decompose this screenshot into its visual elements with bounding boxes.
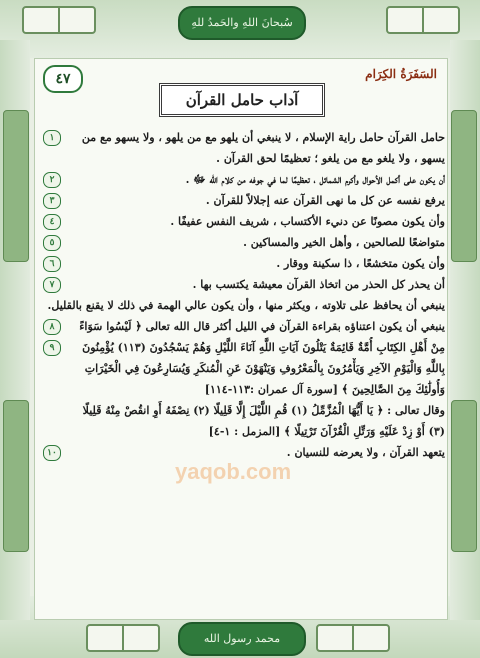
text-line (41, 169, 445, 190)
text-line (41, 190, 445, 211)
line-text: بِاللَّهِ وَالْيَوْمِ الآخِرِ وَيَأْمُرُونَ بِالْمَعْرُوفِ وَيَنْهَوْنَ عَنِ الْمُنكَرِ وَيُسَارِعُونَ فِي الْخَيْرَاتِ (84, 362, 445, 375)
line-text: وأن يكون مصونًا عن دنيء الأكتساب ، شريف النفس عفيفًا . (170, 215, 445, 228)
line-text: ينبغي أن يكون اعتناؤه بقراءة القرآن في الليل أكثر قال الله تعالى ﴿ لَيْسُوا سَوَاءً (79, 320, 445, 333)
calligraphy-panel-right-bottom (451, 400, 477, 552)
text-line (41, 316, 445, 337)
item-number-badge: ٩ (43, 340, 61, 356)
item-number-badge: ٧ (43, 277, 61, 293)
item-number-badge: ١٠ (43, 445, 61, 461)
line-text: مِنْ أَهْلِ الكِتَابِ أُمَّةٌ قَائِمَةٌ يَتْلُونَ آيَاتِ اللَّهِ آنَاءَ اللَّيْلِ وَهُمْ يَسْجُدُونَ (١١٣) يُؤْمِنُونَ (82, 341, 445, 354)
line-text: يرفع نفسه عن كل ما نهى القرآن عنه إجلالاً للقرآن . (205, 194, 445, 207)
calligraphy-panel-right-top (451, 110, 477, 262)
line-text: وَأُولَٰئِكَ مِنَ الصَّالِحِينَ ﴾ [سورة آل عمران :١١٣-١١٤] (204, 383, 445, 396)
chapter-header: السَفَرَةُ الكِرَام (365, 67, 437, 81)
bottom-calligraphy-banner: محمد رسول الله (178, 622, 306, 656)
line-text: وقال تعالى : ﴿ يَا أَيُّهَا الْمُزَّمِّلُ (١) قُمِ اللَّيْلَ إِلَّا قَلِيلًا (٢) نِصْفَهُ أَوِ انقُصْ مِنْهُ قَلِيلًا (82, 404, 445, 417)
page-number: ٤٧ (43, 65, 83, 93)
text-line (41, 400, 445, 421)
page-content (34, 58, 448, 620)
item-number-badge: ٨ (43, 319, 61, 335)
line-text: يسهو ، ولا يلغو مع من يلغو ؛ تعظيمًا لحق القرآن . (216, 152, 445, 165)
text-line (41, 253, 445, 274)
item-number-badge: ٦ (43, 256, 61, 272)
item-number-badge: ٥ (43, 235, 61, 251)
item-number-badge: ٤ (43, 214, 61, 230)
line-text: وأن يكون متخشعًا ، ذا سكينة ووقار . (276, 257, 445, 270)
line-text: أن يحذر كل الحذر من اتخاذ القرآن معيشة يكتسب بها . (192, 278, 445, 291)
text-line (41, 148, 445, 169)
quran-book-icon (386, 6, 460, 34)
line-text: أن يكون على أكمل الأحوال وأكرم الشمائل ، تعظيمًا لما في جوفه من كلام الله ﷻ . (185, 173, 445, 186)
item-number-badge: ٣ (43, 193, 61, 209)
top-calligraphy-banner: سُبحانَ اللهِ والحَمدُ للهِ (178, 6, 306, 40)
line-text: (٣) أَوْ زِدْ عَلَيْهِ وَرَتِّلِ الْقُرْآنَ تَرْتِيلًا ﴾ [المزمل : ١-٤] (208, 425, 445, 438)
line-text: متواضعًا للصالحين ، وأهل الخير والمساكين . (243, 236, 445, 249)
text-line (41, 337, 445, 358)
text-line (41, 421, 445, 442)
text-line (41, 358, 445, 379)
text-line (41, 211, 445, 232)
text-line (41, 295, 445, 316)
calligraphy-panel-left-top (3, 110, 29, 262)
quran-book-icon (316, 624, 390, 652)
item-number-badge: ١ (43, 130, 61, 146)
quran-book-icon (86, 624, 160, 652)
text-line (41, 274, 445, 295)
page-title: آداب حامل القرآن (159, 83, 325, 117)
text-line (41, 379, 445, 400)
item-number-badge: ٢ (43, 172, 61, 188)
line-text: ينبغي أن يحافظ على تلاوته ، ويكثر منها ، وأن يكون عالي الهمة في ذلك لا يقنع بالقليل. (47, 299, 445, 312)
text-line (41, 127, 445, 148)
quran-book-icon (22, 6, 96, 34)
line-text: حامل القرآن حامل راية الإسلام ، لا ينبغي أن يلهو مع من يلهو ، ولا يسهو مع من (81, 131, 445, 144)
watermark: yaqob.com (175, 459, 292, 484)
calligraphy-panel-left-bottom (3, 400, 29, 552)
text-line (41, 232, 445, 253)
text-body (41, 127, 445, 463)
line-text: يتعهد القرآن ، ولا يعرضه للنسيان . (286, 446, 445, 459)
